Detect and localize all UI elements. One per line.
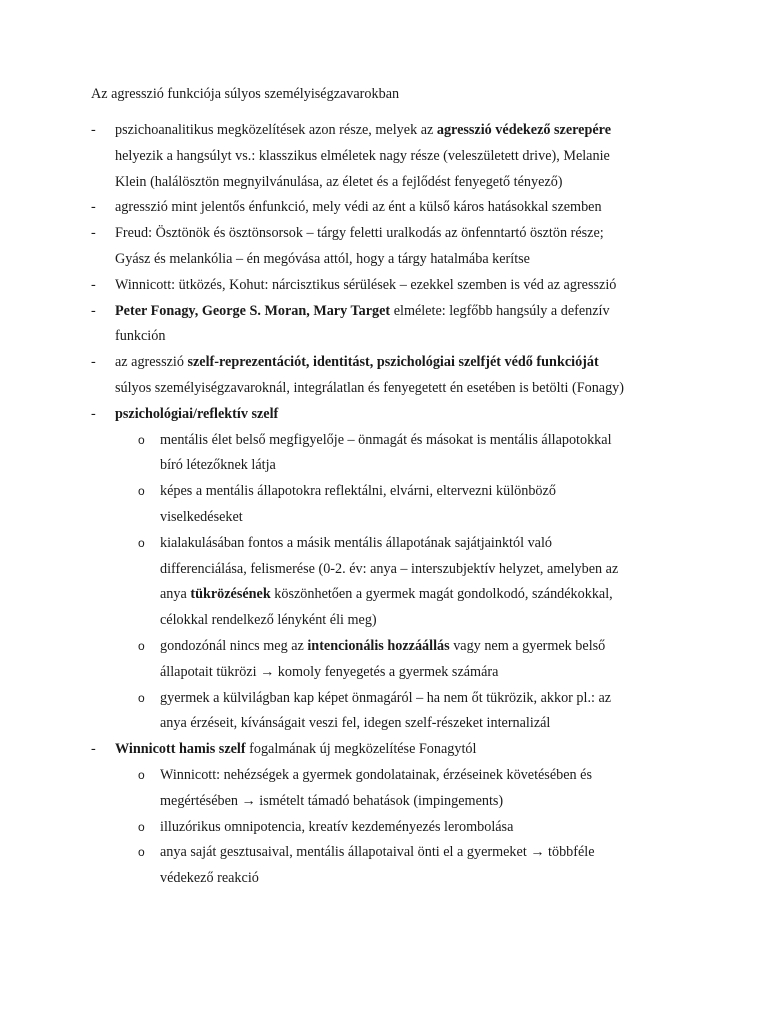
text-line [115,402,695,428]
list-item-text [115,195,695,221]
text-run: anya érzéseit, kívánságait veszi fel, idegen szelf-részeket internalizál [160,715,551,732]
bold-text: szelf-reprezentációt, identitást, pszichológiai szelfjét védő funkcióját [187,354,599,371]
text-run: mentális élet belső megfigyelője – önmagát és másokat is mentális állapotokkal [160,431,612,448]
text-line [160,686,680,712]
text-line [160,557,680,583]
text-run: vagy nem a gyermek belső [449,638,606,654]
text-run: gondozónál nincs meg az [160,638,308,654]
bold-text: intencionális hozzáállás [307,638,450,654]
circle-bullet: o [138,768,145,782]
list-item-text [115,299,695,351]
text-line [115,324,695,350]
text-run: differenciálása, felismerése (0-2. év: anya – interszubjektív helyzet, amelyben az [160,560,619,577]
text-run: köszönhetően a gyermek magát gondolkodó, szándékokkal, [270,586,613,603]
dash-bullet: - [91,199,96,216]
sub-list-item-text [160,763,680,815]
text-line [115,118,695,144]
text-line [160,866,680,892]
text-line [160,531,680,557]
text-line [160,608,680,634]
text-run: anya [160,586,191,603]
text-run: Klein (halálösztön megnyilvánulása, az életet és a fejlődést fenyegető tényező) [115,173,563,190]
dash-bullet: - [91,405,96,422]
text-run: illuzórikus omnipotencia, kreatív kezdeményezés lerombolása [160,818,514,835]
circle-bullet: o [138,639,145,653]
text-line [160,505,680,531]
text-run: Freud: Ösztönök és ösztönsorsok – tárgy feletti uralkodás az önfenntartó ösztön része; [115,225,604,242]
text-line [115,273,695,299]
text-line [160,660,680,686]
text-run: állapotait tükrözi → komoly fenyegetés a gyermek számára [160,663,499,680]
text-run: megértésében → ismételt támadó behatások (impingements) [160,792,504,809]
sub-list-item-text [160,531,680,634]
bold-text: agresszió védekező szerepére [436,122,611,138]
text-run: célokkal rendelkező lényként éli meg) [160,612,377,629]
text-line [160,428,680,454]
list-item-text [115,350,695,402]
text-run: kialakulásában fontos a másik mentális állapotának sajátjainktól való [160,534,553,551]
sub-list-item-text [160,815,680,841]
text-line [115,144,695,170]
text-run: súlyos személyiségzavaroknál, integrálatlan és fenyegetett én esetében is betölti (Fonagy) [115,379,624,396]
circle-bullet: o [138,845,145,860]
text-run: helyezik a hangsúlyt vs.: klasszikus elméletek nagy része (veleszületett drive), Melanie [115,147,610,164]
text-run: az agresszió [115,354,188,371]
text-run: Winnicott: nehézségek a gyermek gondolatainak, érzéseinek követésében és [160,767,592,783]
text-line [160,711,680,737]
dash-bullet: - [91,276,96,293]
list-item-text [115,118,695,195]
text-line [160,634,680,660]
circle-bullet: o [138,690,145,705]
text-run: képes a mentális állapotokra reflektálni, elvárni, eltervezni különböző [160,483,556,500]
text-line [160,840,680,866]
text-run: fogalmának új megközelítése Fonagytól [245,741,477,758]
text-line [115,195,695,221]
text-line [160,815,680,841]
text-run: védekező reakció [160,870,259,887]
text-run: anya saját gesztusaival, mentális állapotaival önti el a gyermeket → többféle [160,844,595,861]
circle-bullet: o [138,535,145,550]
text-line [115,247,695,273]
text-run: bíró létezőknek látja [160,457,276,474]
sub-list-item-text [160,840,680,892]
text-line [160,479,680,505]
list-item-text [115,273,695,299]
bold-text: Winnicott hamis szelf [115,741,246,758]
text-line [115,737,695,763]
text-line [115,376,695,402]
dash-bullet: - [91,354,96,371]
text-line [160,789,680,815]
text-run: Winnicott: ütközés, Kohut: nárcisztikus sérülések – ezekkel szemben is véd az agresszió [115,276,617,293]
text-run: gyermek a külvilágban kap képet önmagáról – ha nem őt tükrözik, akkor pl.: az [160,689,612,706]
text-run: elmélete: legfőbb hangsúly a defenzív [390,302,610,319]
text-line [115,221,695,247]
sub-list-item-text [160,479,680,531]
sub-list-item-text [160,686,680,738]
bold-text: Peter Fonagy, George S. Moran, Mary Target [115,302,391,319]
text-line [160,453,680,479]
circle-bullet: o [138,484,145,499]
dash-bullet: - [91,302,96,319]
text-run: Gyász és melankólia – én megóvása attól, hogy a tárgy hatalmába kerítse [115,250,530,267]
text-line [160,763,680,789]
text-run: agresszió mint jelentős énfunkció, mely védi az ént a külső káros hatásokkal szemben [115,199,602,216]
list-item-text [115,221,695,273]
text-run: funkción [115,328,166,345]
dash-bullet: - [91,741,96,758]
text-line [115,299,695,325]
text-line [160,582,680,608]
dash-bullet: - [91,122,96,138]
bold-text: tükrözésének [190,586,271,603]
list-item-text [115,402,695,428]
dash-bullet: - [91,225,96,242]
sub-list-item-text [160,428,680,480]
list-item-text [115,737,695,763]
sub-list-item-text [160,634,680,686]
text-line [115,170,695,196]
text-run: viselkedéseket [160,508,243,525]
document-title: Az agresszió funkciója súlyos személyiségzavarokban [91,86,400,102]
circle-bullet: o [138,819,145,834]
circle-bullet: o [138,432,145,447]
bold-text: pszichológiai/reflektív szelf [115,405,279,422]
text-line [115,350,695,376]
text-run: pszichoanalitikus megközelítések azon része, melyek az [115,122,437,138]
